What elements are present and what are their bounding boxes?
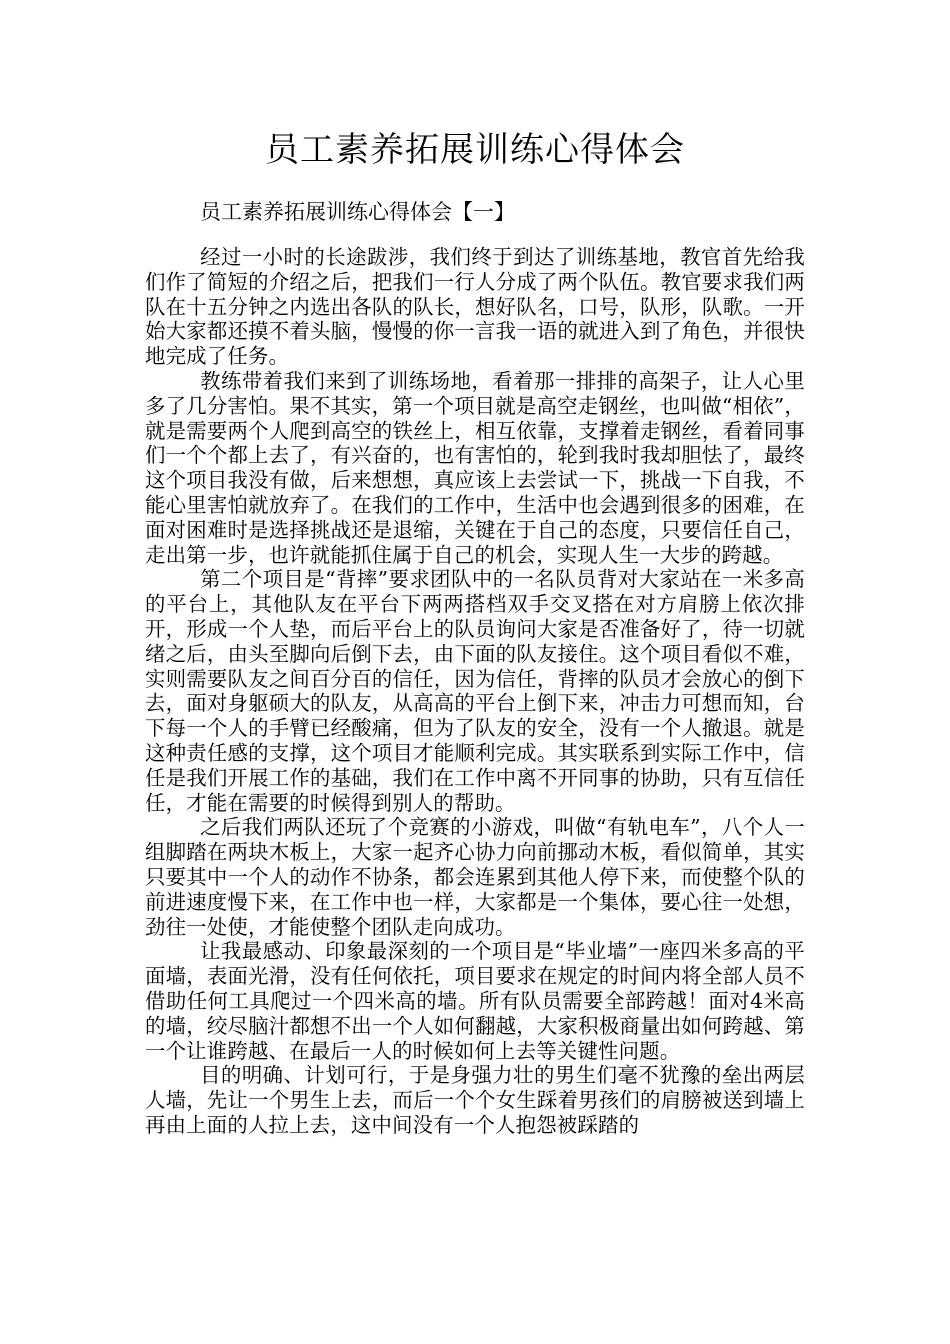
document-title: 员工素养拓展训练心得体会 (265, 130, 685, 170)
paragraph: 经过一小时的长途跋涉，我们终于到达了训练基地，教官首先给我们作了简短的介绍之后，把我们一行人分成了两个队伍。教官要求我们两队在十五分钟之内选出各队的队长，想好队名，口号，队形，队歌。一开始大家都还摸不着头脑，慢慢的你一言我一语的就进入到了角色，并很快地完成了任务。 (145, 245, 805, 369)
paragraph: 目的明确、计划可行，于是身强力壮的男生们毫不犹豫的垒出两层人墙，先让一个男生上去，而后一个个女生踩着男孩们的肩膀被送到墙上再由上面的人拉上去，这中间没有一个人抱怨被踩踏的 (145, 1063, 805, 1137)
document-body (145, 245, 805, 1138)
paragraph: 让我最感动、印象最深刻的一个项目是“毕业墙”一座四米多高的平面墙，表面光滑，没有任何依托，项目要求在规定的时间内将全部人员不借助任何工具爬过一个四米高的墙。所有队员需要全部跨越！面对4米高的墙，绞尽脑汁都想不出一个人如何翻越，大家积极商量出如何跨越、第一个让谁跨越、在最后一人的时候如何上去等关键性问题。 (145, 939, 805, 1063)
document-subtitle: 员工素养拓展训练心得体会【一】 (200, 200, 515, 224)
paragraph: 教练带着我们来到了训练场地，看着那一排排的高架子，让人心里多了几分害怕。果不其实，第一个项目就是高空走钢丝，也叫做“相依”，就是需要两个人爬到高空的铁丝上，相互依靠，支撑着走钢丝，看着同事们一个个都上去了，有兴奋的，也有害怕的，轮到我时我却胆怯了，最终这个项目我没有做，后来想想，真应该上去尝试一下，挑战一下自我，不能心里害怕就放弃了。在我们的工作中，生活中也会遇到很多的困难，在面对困难时是选择挑战还是退缩，关键在于自己的态度，只要信任自己，走出第一步，也许就能抓住属于自己的机会，实现人生一大步的跨越。 (145, 368, 805, 567)
paragraph: 第二个项目是“背摔”要求团队中的一名队员背对大家站在一米多高的平台上，其他队友在平台下两两搭档双手交叉搭在对方肩膀上依次排开，形成一个人垫，而后平台上的队员询问大家是否准备好了，待一切就绪之后，由头至脚向后倒下去，由下面的队友接住。这个项目看似不难，实则需要队友之间百分百的信任，因为信任，背摔的队员才会放心的倒下去，面对身躯硕大的队友，从高高的平台上倒下来，冲击力可想而知，台下每一个人的手臂已经酸痛，但为了队友的安全，没有一个人撤退。就是这种责任感的支撑，这个项目才能顺利完成。其实联系到实际工作中，信任是我们开展工作的基础，我们在工作中离不开同事的协助，只有互信任任，才能在需要的时候得到别人的帮助。 (145, 567, 805, 815)
paragraph: 之后我们两队还玩了个竞赛的小游戏，叫做“有轨电车”，八个人一组脚踏在两块木板上，大家一起齐心协力向前挪动木板，看似简单，其实只要其中一个人的动作不协条，都会连累到其他人停下来，而使整个队的前进速度慢下来，在工作中也一样，大家都是一个集体，要心往一处想，劲往一处使，才能使整个团队走向成功。 (145, 815, 805, 939)
